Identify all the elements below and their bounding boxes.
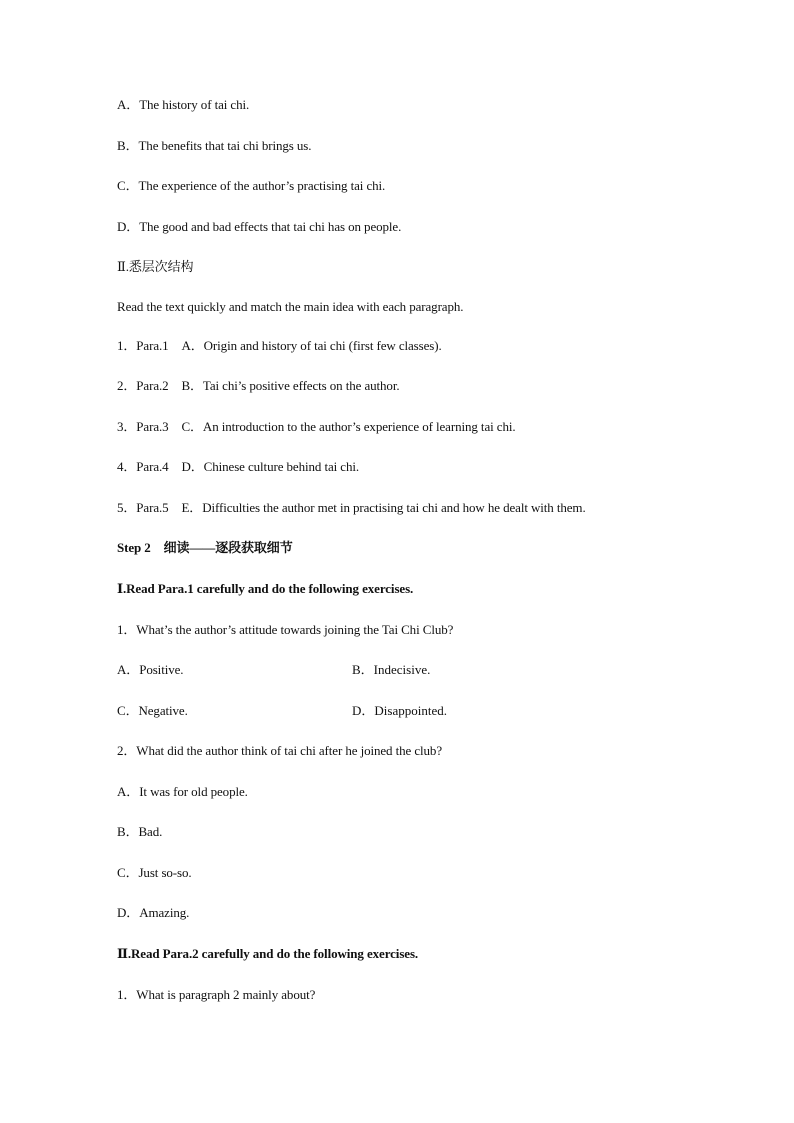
option-c: C．Negative. [117,703,188,718]
option-c: C．The experience of the author’s practising tai chi. [117,178,386,193]
match-item: 2．Para.2 B．Tai chi’s positive effects on the author. [117,378,400,393]
part-heading: Ⅰ.Read Para.1 carefully and do the following exercises. [117,581,414,596]
option-d: D．The good and bad effects that tai chi has on people. [117,219,402,234]
option-a: A．Positive. [117,662,184,677]
option-a: A．It was for old people. [117,784,248,799]
section-heading: Ⅱ.悉层次结构 [117,259,194,274]
question: 1．What is paragraph 2 mainly about? [117,987,316,1002]
option-b: B．Indecisive. [352,662,431,677]
question: 2．What did the author think of tai chi after he joined the club? [117,743,442,758]
match-item: 3．Para.3 C．An introduction to the author’s experience of learning tai chi. [117,419,516,434]
option-d: D．Amazing. [117,905,190,920]
question: 1．What’s the author’s attitude towards joining the Tai Chi Club? [117,622,454,637]
match-item: 4．Para.4 D．Chinese culture behind tai chi. [117,459,360,474]
match-item: 1．Para.1 A．Origin and history of tai chi (first few classes). [117,338,442,353]
option-c: C．Just so-so. [117,865,192,880]
option-b: B．Bad. [117,824,163,839]
option-a: A．The history of tai chi. [117,97,250,112]
option-b: B．The benefits that tai chi brings us. [117,138,312,153]
section-instruction: Read the text quickly and match the main idea with each paragraph. [117,299,464,314]
part-heading: Ⅱ.Read Para.2 carefully and do the following exercises. [117,946,419,961]
step-title: Step 2 细读——逐段获取细节 [117,540,293,555]
match-item: 5．Para.5 E．Difficulties the author met in practising tai chi and how he dealt with them. [117,500,586,515]
option-d: D．Disappointed. [352,703,447,718]
